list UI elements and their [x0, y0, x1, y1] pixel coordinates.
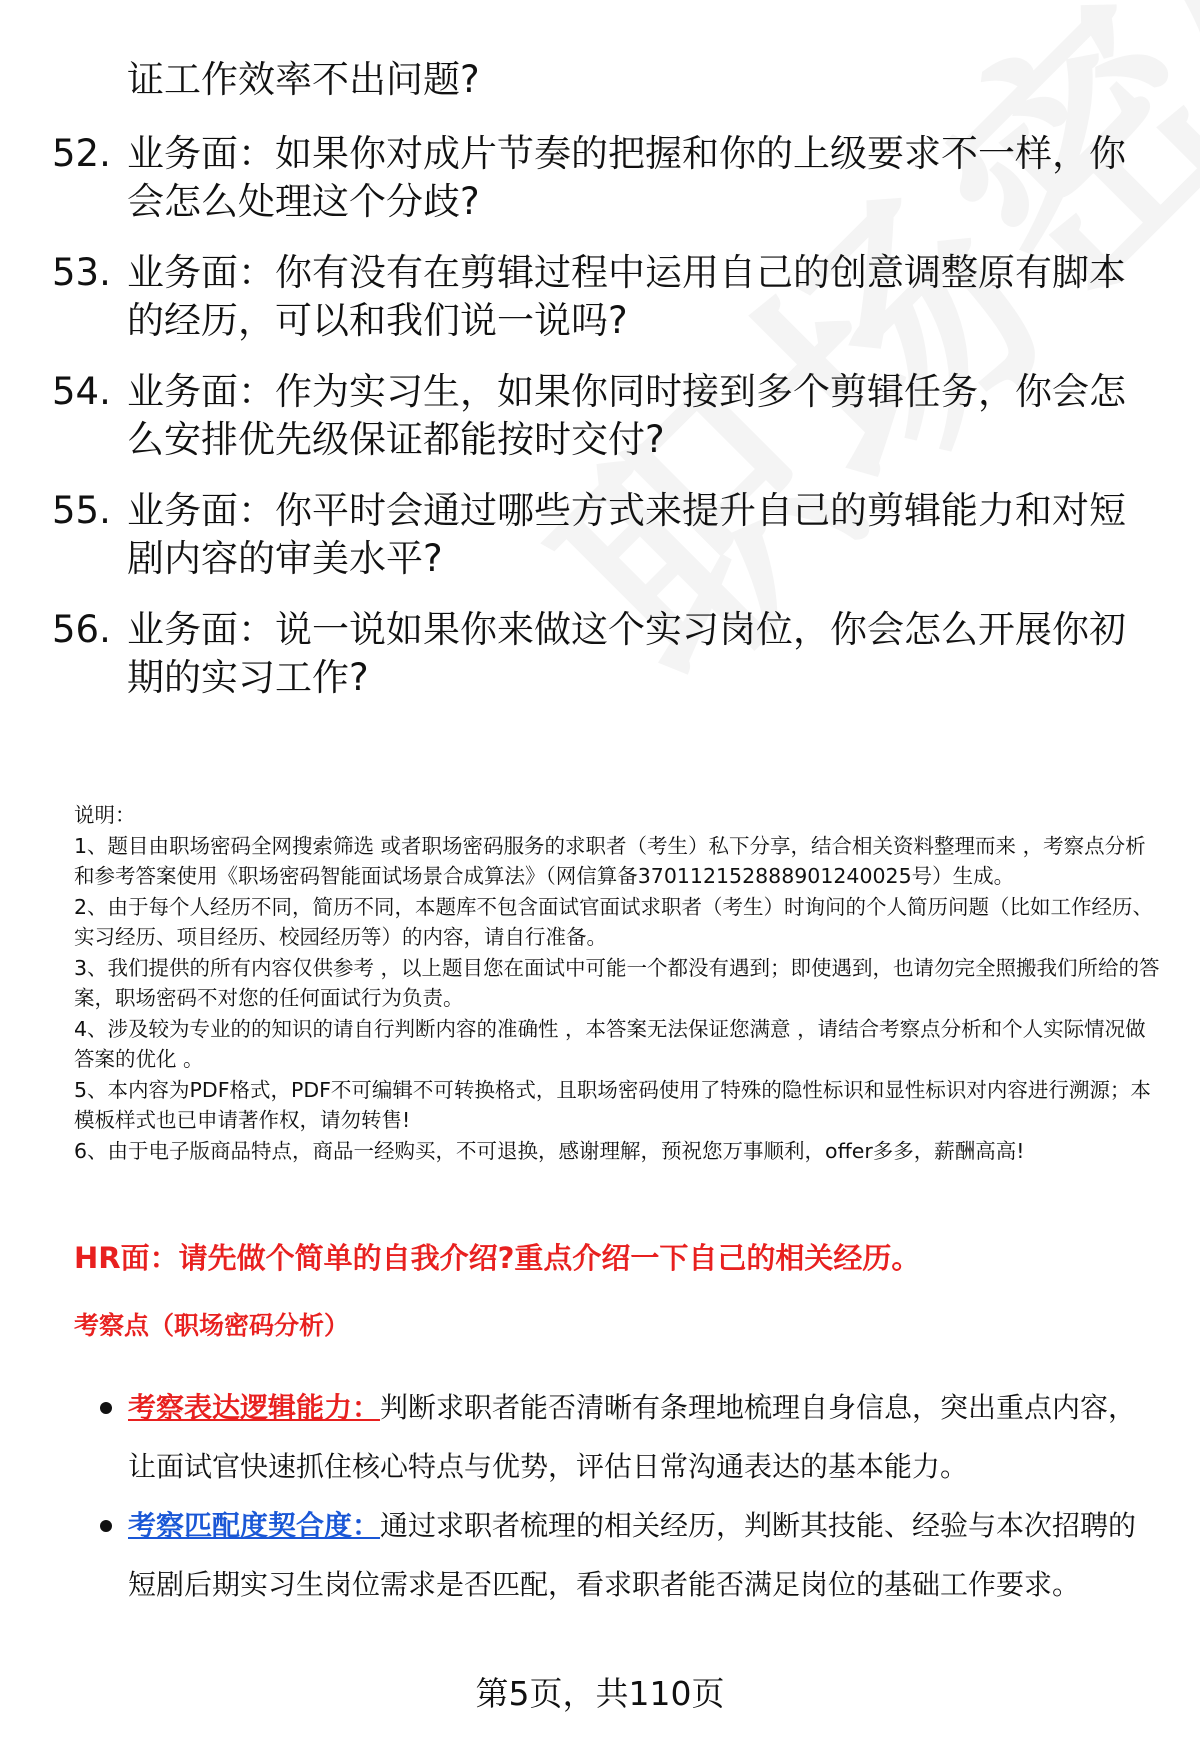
- question-number: 55.: [52, 489, 111, 532]
- question-text: 业务面：你有没有在剪辑过程中运用自己的创意调整原有脚本的经历，可以和我们说一说吗?: [127, 251, 1126, 342]
- note-item: 4、涉及较为专业的的知识的请自行判断内容的准确性 ，本答案无法保证您满意 ，请结合考察点分析和个人实际情况做答案的优化 。: [74, 1016, 1146, 1071]
- note-item: 3、我们提供的所有内容仅供参考 ，以上题目您在面试中可能一个都没有遇到；即使遇到，也请勿完全照搬我们所给的答案，职场密码不对您的任何面试行为负责。: [74, 955, 1160, 1010]
- question-number: 52.: [52, 132, 111, 175]
- question-number: 53.: [52, 251, 111, 294]
- question-continuation: 证工作效率不出问题?: [127, 58, 480, 101]
- analysis-bullet: [100, 1496, 1150, 1614]
- bullet-dot-icon: [100, 1402, 112, 1414]
- page-footer: 第5页，共110页: [475, 1674, 725, 1713]
- question-text: 业务面：作为实习生，如果你同时接到多个剪辑任务，你会怎么安排优先级保证都能按时交付?: [127, 370, 1126, 461]
- bullet-text: 通过求职者梳理的相关经历，判断其技能、经验与本次招聘的短剧后期实习生岗位需求是否匹配，看求职者能否满足岗位的基础工作要求。: [128, 1509, 1137, 1601]
- note-item: 6、由于电子版商品特点，商品一经购买，不可退换，感谢理解，预祝您万事顺利，offer多多，薪酬高高!: [74, 1138, 1025, 1163]
- note-item: 2、由于每个人经历不同，简历不同，本题库不包含面试官面试求职者（考生）时询问的个人简历问题（比如工作经历、实习经历、项目经历、校园经历等）的内容，请自行准备。: [74, 894, 1154, 949]
- question-number: 56.: [52, 608, 111, 651]
- bullet-text: 判断求职者能否清晰有条理地梳理自身信息，突出重点内容，让面试官快速抓住核心特点与优势，评估日常沟通表达的基本能力。: [128, 1391, 1137, 1483]
- question-text: 业务面：你平时会通过哪些方式来提升自己的剪辑能力和对短剧内容的审美水平?: [127, 489, 1126, 580]
- notes-title: 说明：: [74, 803, 136, 827]
- analysis-bullet-list: [100, 1378, 1150, 1614]
- question-number: 54.: [52, 370, 111, 413]
- bullet-label: 考察匹配度契合度：: [128, 1509, 381, 1542]
- question-text: 业务面：说一说如果你来做这个实习岗位，你会怎么开展你初期的实习工作?: [127, 608, 1126, 699]
- hr-question-heading: HR面：请先做个简单的自我介绍?重点介绍一下自己的相关经历。: [74, 1241, 921, 1275]
- analysis-section-title: 考察点（职场密码分析）: [74, 1311, 350, 1340]
- analysis-bullet: [100, 1378, 1150, 1496]
- bullet-label: 考察表达逻辑能力：: [128, 1391, 381, 1424]
- bullet-dot-icon: [100, 1520, 112, 1532]
- notes-block: [74, 800, 1164, 1166]
- note-item: 5、本内容为PDF格式，PDF不可编辑不可转换格式，且职场密码使用了特殊的隐性标识和显性标识对内容进行溯源；本模板样式也已申请著作权，请勿转售!: [74, 1077, 1151, 1132]
- question-text: 业务面：如果你对成片节奏的把握和你的上级要求不一样，你会怎么处理这个分歧?: [127, 132, 1126, 223]
- note-item: 1、题目由职场密码全网搜索筛选 或者职场密码服务的求职者（考生）私下分享，结合相关资料整理而来 ，考察点分析和参考答案使用《职场密码智能面试场景合成算法》（网信算备370112152888901240025号）生成。: [74, 833, 1146, 888]
